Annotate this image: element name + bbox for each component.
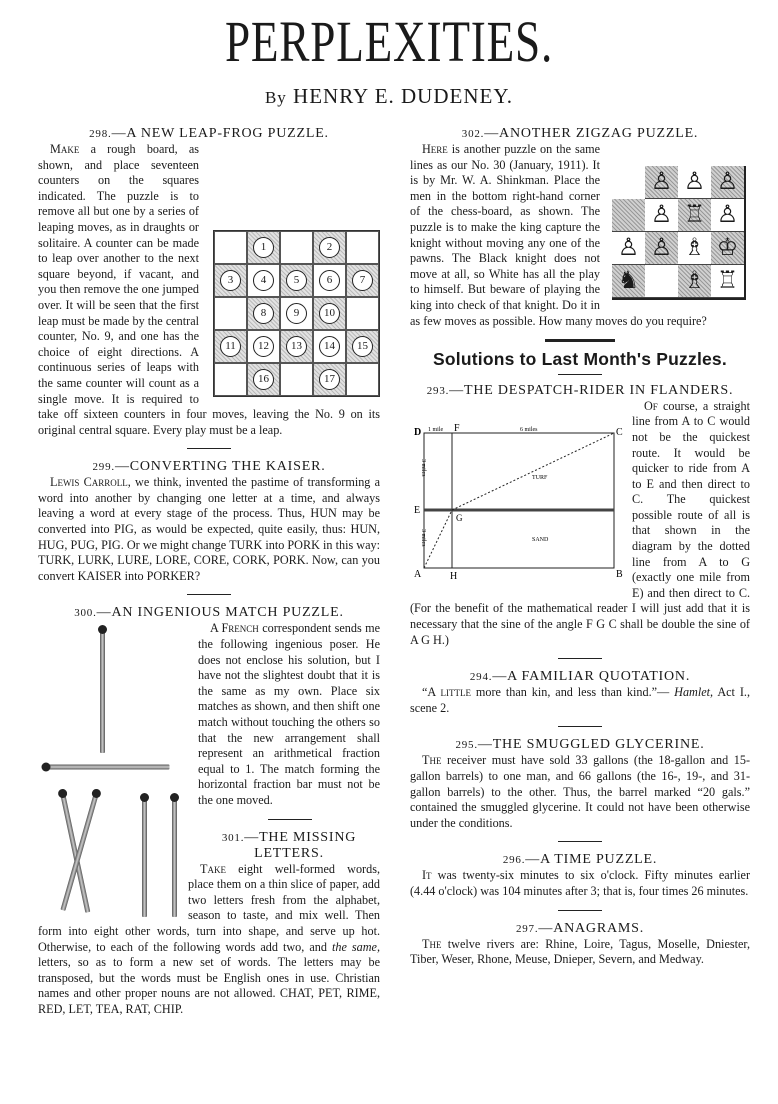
- leap-frog-board-wrapper: [199, 230, 380, 401]
- board-square: [214, 264, 247, 297]
- label-g: G: [456, 512, 463, 523]
- board-square: [247, 231, 280, 264]
- board-square: [280, 264, 313, 297]
- board-square: [313, 264, 346, 297]
- counter-17: 17: [319, 369, 340, 390]
- puzzle-301-text: Take eight well-formed words, place them on a thin slice of paper, add two letters fresh from the alphabet, season to taste, and mix well. Then form into eight other words, turn into shape, and serve up hot. Otherwise, to each of the following words add two, and the same, letters, so as to form a new set of words. The letters may be transposed, but the words must be English ones in use. Christian names and other proper nouns are not allowed. CHAT, PET, RIME, RED, LET, TEA, RAT, CHIP.: [38, 861, 380, 1016]
- chess-piece-square: ♖: [678, 199, 711, 232]
- chess-piece-square: ♙: [612, 232, 645, 265]
- section-divider: [558, 658, 602, 659]
- counter-15: 15: [352, 336, 373, 357]
- chess-piece-square: ♞: [612, 265, 645, 298]
- match-stick-fraction-bar: [46, 765, 170, 770]
- match-puzzle-illustration: [38, 621, 188, 921]
- board-square: [346, 363, 379, 396]
- section-divider: [187, 594, 231, 595]
- dim-1-mile: 1 mile: [428, 426, 444, 433]
- puzzle-298: [38, 126, 380, 438]
- match-stick-i-2: [172, 797, 177, 917]
- puzzle-298-heading: 298.—A NEW LEAP-FROG PUZZLE.: [89, 126, 329, 141]
- board-square: [280, 330, 313, 363]
- label-b: B: [616, 568, 623, 580]
- board-square: [280, 231, 313, 264]
- dim-left-upper: 3 miles: [420, 458, 426, 477]
- puzzle-299-text: Lewis Carroll, we think, invented the pastime of transforming a word into another by changing one letter at a time, and always leaving a word at every stage of the process. Thus, HUN may be converted into PIG, as would be expected, quite easily, thus: HUN, HUG, PUG, PIG. Or we might change TURK into PORK in this way: TURK, LURK, LURE, LORE, CORE, CORK, PORK. Now, can you convert KAISER into PORKER?: [38, 475, 381, 583]
- board-square: [346, 297, 379, 330]
- chess-square: [612, 166, 645, 199]
- board-square: [247, 297, 280, 330]
- solutions-heading: Solutions to Last Month's Puzzles.: [433, 349, 727, 370]
- label-a: A: [414, 568, 422, 580]
- board-square: [313, 231, 346, 264]
- counter-8: 8: [253, 303, 274, 324]
- counter-3: 3: [220, 270, 241, 291]
- label-e: E: [414, 504, 421, 516]
- board-square: [214, 231, 247, 264]
- solution-293: [410, 383, 750, 649]
- section-divider: [187, 448, 231, 449]
- section-divider: [268, 819, 312, 820]
- solution-297: [410, 921, 750, 968]
- board-square: [214, 297, 247, 330]
- puzzle-300-text: A French correspondent sends me the following ingenious poser. He does not enclose his solution, but I have not the slightest doubt that it is the same as my own. Place six matches as shown, and then shift one match without touching the others so that the new arrangement shall represent an arithmetical fraction equal to 1. The match forming the horizontal fraction bar must not be the one moved.: [198, 621, 380, 807]
- board-square: [247, 363, 280, 396]
- chess-piece-square: ♙: [645, 199, 678, 232]
- puzzle-302-text: Here is another puzzle on the same lines as our No. 30 (January, 1911). It is by Mr. W. A. Shinkman. Place the men in the bottom right-hand corner of the chess-board, as shown. The puzzle is to make the king capture the knight without moving any one of the pawns. The Black knight does not move at all, so White has all the play to himself. But beware of playing the king into check of that knight. Do it in as few moves as possible. How many moves do you require?: [410, 142, 707, 328]
- counter-11: 11: [220, 336, 241, 357]
- chess-piece-square: ♙: [711, 166, 744, 199]
- puzzle-302-heading: 302.—ANOTHER ZIGZAG PUZZLE.: [461, 126, 699, 141]
- match-stick-numerator: [100, 629, 105, 753]
- chess-piece-square: ♙: [711, 199, 744, 232]
- counter-13: 13: [286, 336, 307, 357]
- board-square: [346, 231, 379, 264]
- puzzle-298-text: Make a rough board, as shown, and place seventeen counters on the squares indicated. The puzzle is to remove all but one by a series of leaping moves, as in draughts or solitaire. A counter can be made to leap over another to the next square beyond, if vacant, and you then remove the one jumped over. It will be seen that the first leap must be made by the central counter, No. 9, and one has the choice of eight directions. A continuous series of leaps with the same counter will count as a single move. It is required to take off sixteen counters in four moves, leaving the No. 9 on its original central square. Every play must be a leap.: [38, 142, 380, 437]
- section-divider: [545, 339, 615, 342]
- chess-piece-square: ♖: [711, 265, 744, 298]
- label-f: F: [454, 422, 460, 434]
- chess-piece-square: ♗: [678, 265, 711, 298]
- counter-14: 14: [319, 336, 340, 357]
- counter-16: 16: [253, 369, 274, 390]
- counter-10: 10: [319, 303, 340, 324]
- solution-296-text: It was twenty-six minutes to six o'clock. Fifty minutes earlier (4.44 o'clock) was 104 minutes after 3; that is, four times 26 minutes.: [410, 868, 751, 898]
- byline-author: HENRY E. DUDENEY.: [293, 84, 514, 108]
- chess-piece-square: ♙: [645, 232, 678, 265]
- dim-6-miles: 6 miles: [520, 426, 538, 433]
- counter-5: 5: [286, 270, 307, 291]
- solution-294: [410, 669, 750, 716]
- dim-left-lower: 3 miles: [420, 528, 426, 547]
- left-column: [38, 126, 380, 1018]
- chess-piece-square: ♙: [645, 166, 678, 199]
- turf-label: TURF: [532, 474, 548, 481]
- solution-297-text: The twelve rivers are: Rhine, Loire, Tagus, Moselle, Dniester, Tiber, Weser, Rhone, Meuse, Dnieper, Severn, and Medway.: [410, 936, 751, 967]
- label-d: D: [414, 426, 422, 438]
- puzzle-299: [38, 459, 380, 584]
- label-c: C: [616, 426, 623, 438]
- page-title: PERPLEXITIES.: [224, 9, 554, 74]
- counter-9: 9: [286, 303, 307, 324]
- counter-2: 2: [319, 237, 340, 258]
- puzzle-300: [38, 605, 380, 819]
- board-square: [346, 330, 379, 363]
- solution-296-heading: 296.—A TIME PUZZLE.: [502, 852, 658, 868]
- board-square: [214, 330, 247, 363]
- route-g-c: [452, 433, 614, 510]
- chess-square: [612, 199, 645, 232]
- chess-piece-square: ♗: [678, 232, 711, 265]
- puzzle-300-heading: 300.—AN INGENIOUS MATCH PUZZLE.: [74, 605, 344, 621]
- right-column: [410, 126, 750, 968]
- section-divider: [558, 841, 602, 842]
- counter-7: 7: [352, 270, 373, 291]
- counter-4: 4: [253, 270, 274, 291]
- board-square: [313, 330, 346, 363]
- board-square: [280, 363, 313, 396]
- counter-1: 1: [253, 237, 274, 258]
- puzzle-299-heading: 299.—CONVERTING THE KAISER.: [92, 459, 326, 475]
- counter-12: 12: [253, 336, 274, 357]
- despatch-rider-diagram: [410, 419, 624, 584]
- section-divider: [558, 374, 602, 375]
- board-square: [313, 363, 346, 396]
- puzzle-301-heading: 301.—THE MISSING LETTERS.: [221, 829, 357, 861]
- chess-board: [612, 166, 746, 300]
- chess-square: [645, 265, 678, 298]
- sand-label: SAND: [532, 536, 549, 543]
- solution-295: [410, 737, 750, 831]
- match-stick-i-1: [142, 797, 147, 917]
- solution-297-heading: 297.—ANAGRAMS.: [515, 920, 645, 936]
- byline: [0, 84, 778, 109]
- section-divider: [558, 726, 602, 727]
- solution-295-text: The receiver must have sold 33 gallons (the 18-gallon and 15-gallon barrels) to one man, and 66 gallons (the 16-, 19-, and 31-gallon barrels) to the other. Thus, the barrel marked “20 gals.” contained the smuggled glycerine. It could not have been otherwise under the conditions.: [410, 753, 751, 830]
- leap-frog-board: [213, 230, 380, 397]
- section-divider: [558, 910, 602, 911]
- chess-board-wrapper: [600, 158, 750, 304]
- solution-293-text: Of course, a straight line from A to C would not be the quickest route. It would be quicker to ride from A to E and then direct to C. The quickest possible route of all is that shown in the diagram by the dotted line from A to G (exactly one mile from E) and then direct to C. (For the benefit of the mathematical reader I will just add that it is necessary that the sine of the angle F G C shall be double the sine of A G H.): [410, 398, 750, 647]
- board-square: [247, 330, 280, 363]
- byline-by: By: [264, 88, 287, 107]
- solution-294-text: “A little more than kin, and less than kind.”— Hamlet, Act I., scene 2.: [410, 685, 750, 715]
- counter-6: 6: [319, 270, 340, 291]
- board-square: [280, 297, 313, 330]
- board-square: [313, 297, 346, 330]
- solution-295-heading: 295.—THE SMUGGLED GLYCERINE.: [455, 737, 705, 753]
- solution-294-heading: 294.—A FAMILIAR QUOTATION.: [469, 669, 691, 685]
- chess-piece-square: ♔: [711, 232, 744, 265]
- solution-296: [410, 852, 750, 899]
- puzzle-302: [410, 126, 750, 329]
- label-h: H: [450, 570, 458, 582]
- board-square: [214, 363, 247, 396]
- route-a-g: [424, 510, 452, 568]
- board-square: [346, 264, 379, 297]
- chess-piece-square: ♙: [678, 166, 711, 199]
- board-square: [247, 264, 280, 297]
- solution-293-heading: 293.—THE DESPATCH-RIDER IN FLANDERS.: [426, 382, 734, 398]
